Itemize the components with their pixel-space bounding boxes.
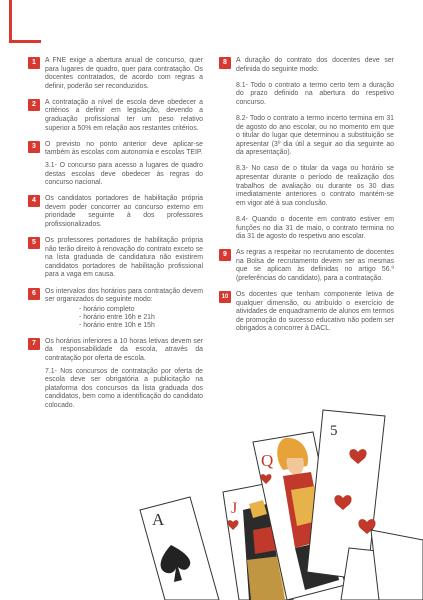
item-9 (224, 249, 394, 283)
subitem-8-1: 8.1- Todo o contrato a termo certo tem a duração do prazo definido na abertura do respetivo concurso. (236, 81, 394, 106)
item-6 (33, 288, 203, 331)
number-badge: 1 (28, 57, 40, 69)
number-badge: 9 (219, 249, 231, 261)
item-8 (224, 57, 394, 74)
subitem-7-1: 7.1- Nos concursos de contratação por oferta de escola deve ser obrigatória a publicitação na plataforma dos concursos da lista graduada dos candidatos, bem como a identificação do candidato colocado. (45, 367, 203, 410)
five-rank: 5 (330, 423, 338, 439)
number-badge: 4 (28, 195, 40, 207)
item-7 (33, 338, 203, 364)
item-text: Os candidatos portadores de habilitação própria devem poder concorrer ao concurso externo em prioridade seguinte à dos professores profissionalizados. (45, 195, 203, 228)
schedule-item: - horário entre 16h e 21h (79, 313, 155, 321)
queen-rank: Q (261, 451, 274, 470)
item-text: Os horários inferiores a 10 horas letivas devem ser da responsabilidade da escola, através da contratação por oferta de escola. (45, 337, 203, 363)
number-badge: 3 (28, 141, 40, 153)
right-column (221, 57, 394, 342)
number-badge: 5 (28, 237, 40, 249)
item-5 (33, 237, 203, 280)
subitem-8-3: 8.3- No caso de o titular da vaga ou horário se apresentar durante o período de realização dos trabalhos de avaliação ou durante os 30 dias imediatamente anteriores o contrato mantém-se em vigor até à sua conclusão. (236, 165, 394, 207)
item-1 (33, 57, 203, 91)
number-badge: 10 (219, 291, 231, 303)
item-text: A duração do contrato dos docentes deve ser definida do seguinte modo: (236, 57, 394, 73)
item-text: As regras a respeitar no recrutamento de docentes na Bolsa de recrutamento devem ser as mesmas que se aplicam às definidas no artigo 56.º (preferências do candidato), para a contratação. (236, 249, 394, 282)
item-2 (33, 99, 203, 133)
subitem-8-4: 8.4- Quando o docente em contrato estiver em funções no dia 31 de maio, o contrato termina no dia 31 de agosto do respetivo ano escolar. (236, 215, 394, 241)
ace-rank: A (152, 510, 165, 529)
item-3 (33, 141, 203, 158)
card-corner (371, 530, 423, 600)
jack-rank: J (231, 500, 238, 517)
item-text: Os intervalos dos horários para contratação devem ser organizados do seguinte modo: (45, 287, 203, 304)
schedule-item: - horário completo (79, 305, 135, 313)
left-column (33, 57, 203, 418)
number-badge: 8 (219, 57, 231, 69)
playing-cards-illustration (135, 380, 423, 600)
number-badge: 6 (28, 288, 40, 300)
number-badge: 7 (28, 338, 40, 350)
schedule-item: - horário entre 10h e 15h (79, 322, 155, 330)
schedule-list (79, 306, 203, 331)
item-text: A contratação a nível de escola deve obedecer a critérios a definir em legislação, devendo a graduação profissional ter um peso relativo superior a 50% em relação aos restantes critérios. (45, 98, 203, 132)
item-10 (221, 291, 394, 334)
corner-bracket-vertical (9, 0, 12, 40)
ace-of-spades-card (140, 497, 219, 600)
corner-bracket-horizontal (9, 40, 41, 43)
item-text: A FNE exige a abertura anual de concurso, quer para lugares de quadro, quer para contratação. Os docentes contratados, de acordo com regras a definir, poderão ser reconduzidos. (45, 57, 203, 90)
subitem-8-2: 8.2- Todo o contrato a termo incerto termina em 31 de agosto do ano escolar, ou no momento em que o titular do lugar que determinou a substituição se apresentar (3º dia útil a seguir ao dia seguinte ao da apresentação). (236, 114, 394, 157)
number-badge: 2 (28, 99, 40, 111)
item-4 (33, 195, 203, 229)
item-text: Os professores portadores de habilitação própria não terão direito à renovação do contrato exceto se na lista graduada de candidatura não existirem candidatos portadores de habilitação profissional para a vaga em causa. (45, 237, 203, 279)
item-text: O previsto no ponto anterior deve aplicar-se também às escolas com autonomia e escolas TEIP. (45, 140, 203, 157)
subitem-3-1: 3.1- O concurso para acesso a lugares de quadro destas escolas deve obedecer às regras do concurso nacional. (45, 161, 203, 187)
item-text: Os docentes que tenham componente letiva de qualquer dimensão, ou atribuído o exercício de atividades de enquadramento de alunos em termos de promoção do sucesso educativo não podem ser obrigados a concorrer à DACL. (236, 291, 394, 333)
